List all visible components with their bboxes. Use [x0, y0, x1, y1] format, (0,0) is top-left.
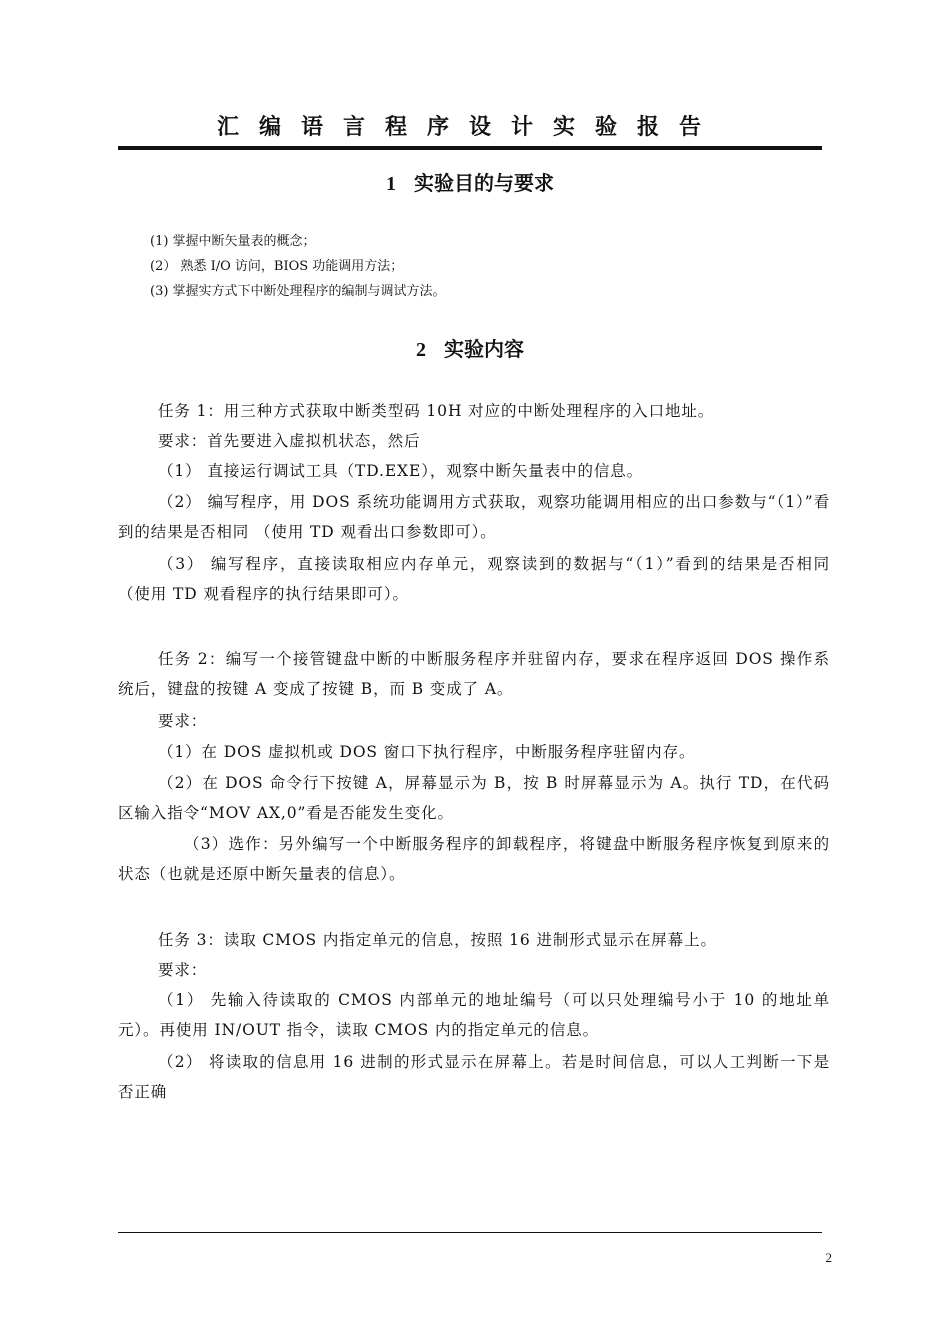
section1-item-2: (2） 熟悉 I/O 访问，BIOS 功能调用方法；: [150, 259, 404, 274]
task2-title: 任务 2：编写一个接管键盘中断的中断服务程序并驻留内存，要求在程序返回 DOS 操作系统后，键盘的按键 A 变成了按键 B，而 B 变成了 A。: [118, 650, 830, 698]
task2-item-3: （3）选作：另外编写一个中断服务程序的卸载程序，将键盘中断服务程序恢复到原来的状态（也就是还原中断矢量表的信息）。: [118, 835, 830, 883]
task1-title: 任务 1：用三种方式获取中断类型码 10H 对应的中断处理程序的入口地址。: [158, 402, 715, 420]
task2-item-1: （1）在 DOS 虚拟机或 DOS 窗口下执行程序，中断服务程序驻留内存。: [158, 743, 696, 761]
footer-rule: [118, 1232, 822, 1233]
section1-title: 实验目的与要求: [414, 171, 554, 195]
report-header-title: 汇编语言程序设计实验报告: [216, 114, 721, 140]
section2-number: 2: [416, 339, 426, 361]
section2-heading: [118, 333, 822, 362]
section1-number: 1: [386, 173, 396, 195]
task3-title: 任务 3：读取 CMOS 内指定单元的信息，按照 16 进制形式显示在屏幕上。: [158, 931, 717, 949]
section1-heading: [118, 167, 822, 196]
task1-item-1: （1） 直接运行调试工具（TD.EXE），观察中断矢量表中的信息。: [158, 462, 644, 480]
task3-item-2: （2） 将读取的信息用 16 进制的形式显示在屏幕上。若是时间信息，可以人工判断一下是否正确: [118, 1053, 830, 1101]
task1-item-3: （3） 编写程序，直接读取相应内存单元，观察读到的数据与“（1）”看到的结果是否相同 （使用 TD 观看程序的执行结果即可）。: [118, 555, 830, 603]
section2-title: 实验内容: [444, 337, 524, 361]
page-number: 2: [825, 1250, 832, 1265]
header-rule: [118, 146, 822, 150]
section1-item-3: (3) 掌握实方式下中断处理程序的编制与调试方法。: [150, 284, 446, 299]
task3-item-1: （1） 先输入待读取的 CMOS 内部单元的地址编号（可以只处理编号小于 10 的地址单元）。再使用 IN/OUT 指令，读取 CMOS 内的指定单元的信息。: [118, 991, 830, 1039]
task2-item-2: （2）在 DOS 命令行下按键 A，屏幕显示为 B，按 B 时屏幕显示为 A。执行 TD，在代码区输入指令“MOV AX,0”看是否能发生变化。: [118, 774, 830, 822]
task3-requirement: 要求：: [158, 961, 208, 979]
task1-item-2: （2） 编写程序，用 DOS 系统功能调用方式获取，观察功能调用相应的出口参数与“（1）”看到的结果是否相同 （使用 TD 观看出口参数即可）。: [118, 493, 830, 541]
task1-requirement: 要求：首先要进入虚拟机状态，然后: [158, 432, 421, 450]
section1-item-1: (1) 掌握中断矢量表的概念；: [150, 234, 316, 249]
task2-requirement: 要求：: [158, 712, 208, 730]
